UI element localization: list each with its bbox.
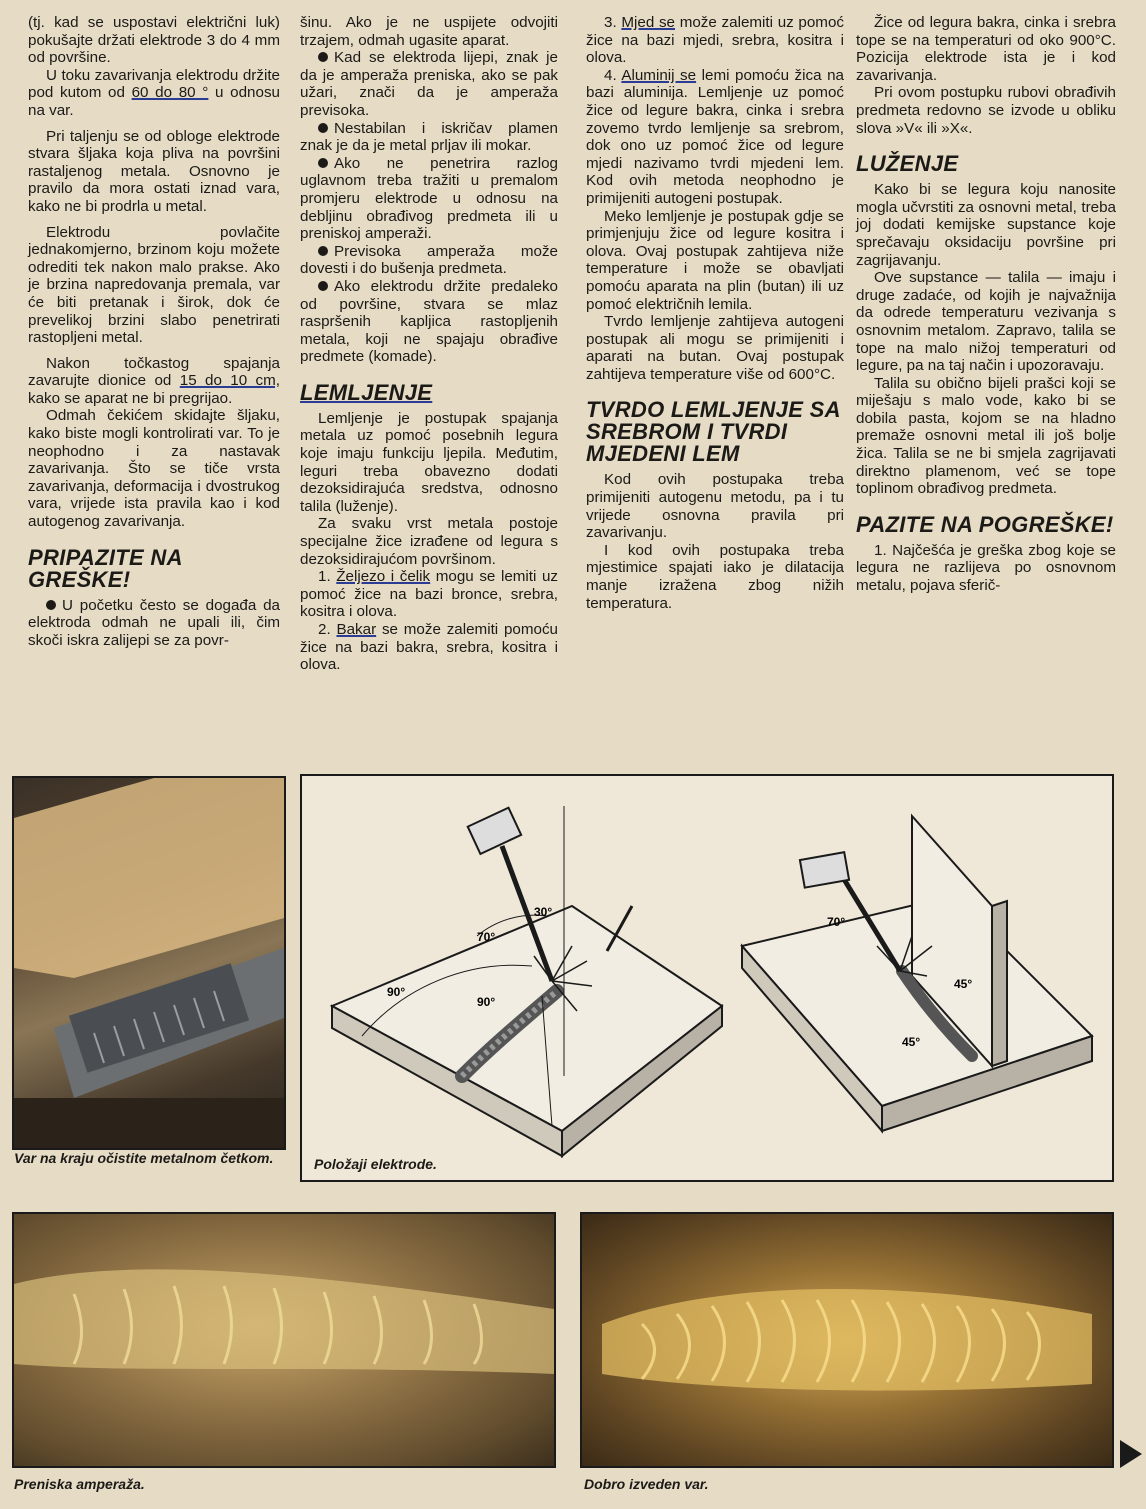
bullet-icon (318, 158, 328, 168)
bullet-paragraph (300, 120, 558, 155)
text-run: lemi pomoću žica na bazi aluminija. Lemljenje uz pomoć žice od legure bakra, cinka i srebra zovemo tvrdo lemljenje sa srebrom, dok ono uz pomoć žice od legure mjedi nazivamo tvrdi mjedeni lem. Kod ovih metoda neophodno je primijeniti autogeni postupak. (586, 66, 844, 207)
section-heading: PRIPAZITE NA GREŠKE! (28, 544, 182, 592)
text-run: Nakon točkastog spajanja zavarujte dionice od (28, 354, 280, 390)
text-run: Previsoka amperaža može dovesti i do bušenja predmeta. (300, 242, 558, 278)
angle-label: 70° (827, 915, 846, 929)
paragraph (28, 355, 280, 408)
paragraph: Odmah čekićem skidajte šljaku, kako biste mogli kontrolirati var. To je neophodno i za nastavak zavarivanja. Što se tiče vrsta zavarivanja, deformacija i dvostrukog vara, vrijede ista pravila kao i kod autogenog zavarivanja. (28, 407, 280, 531)
paragraph: Kako bi se legura koju nanosite mogla učvrstiti za osnovni metal, treba joj dodati kemijske supstance koje sprečavaju oksidaciju površine pri zagrijavanju. (856, 181, 1116, 269)
bullet-paragraph (300, 243, 558, 278)
bullet-paragraph (28, 597, 280, 650)
column-2 (300, 14, 558, 674)
paragraph: Talila su obično bijeli prašci koji se miješaju s malo vode, kako bi se dobila pasta, kojom se na hladno premaže osnovni metal ili još bolje žica. Talila se ne bi smjela zagrijavati direktno plamenom, već se tope toplinom obrađivog predmeta. (856, 374, 1116, 498)
underlined-text: 15 do 10 cm, (179, 372, 280, 390)
text-run: Kad se elektroda lijepi, znak je da je amperaža preniska, ako se pak užari, znači da je amperaža previsoka. (300, 49, 558, 119)
column-4 (856, 14, 1116, 595)
paragraph: Pri taljenju se od obloge elektrode stvara šljaka koja pliva na površini rastaljenog metala. Osnovno je pravilo da mora ostati iznad vara, kako ne bi prodrla u metal. (28, 127, 280, 215)
column-1 (28, 14, 280, 649)
text-run: Ako elektrodu držite predaleko od površine, stvara se mlaz raspršenih kapljica rastopljenih metala, koji ne spajaju obrađive predmete (komade). (300, 277, 558, 366)
section-heading: LUŽENJE (856, 151, 959, 177)
text-run: 1. (318, 568, 337, 586)
diagram-drawing (302, 776, 1112, 1180)
paragraph: Ove supstance — talila — imaju i druge zadaće, od kojih je najvažnija da odrede temperaturu vezivanja s osnovnim metalom. Zapravo, talila se tope na malo nižoj temperaturi od legure, pa na taj način i upozoravaju. (856, 269, 1116, 375)
text-run: može zalemiti uz pomoć žice na bazi mjedi, srebra, kositra i olova. (586, 14, 845, 67)
photo-illustration (14, 778, 284, 1148)
text-run: U toku zavarivanja elektrodu držite pod kutom od (28, 66, 280, 102)
bullet-paragraph (300, 49, 558, 119)
paragraph: Elektrodu povlačite jednakomjerno, brzinom koju možete odrediti tek nakon malo prakse. Ako je brzina napredovanja premala, var će biti pretanak i širok, dok će prevelikoj brzini slabo penetrirati rastopljeni metal. (28, 223, 280, 347)
paragraph: 1. Najčešća je greška zbog koje se legura ne razlijeva po osnovnom metalu, pojava sferič- (856, 541, 1116, 595)
paragraph: Kod ovih postupaka treba primijeniti autogenu metodu, pa i tu vrijede osnovna pravila pri zavarivanju. (586, 471, 844, 542)
text-run: mogu se lemiti uz pomoć žice na bazi bronce, srebra, kositra i olova. (300, 568, 559, 621)
paragraph: šinu. Ako je ne uspijete odvojiti trzajem, odmah ugasite aparat. (300, 14, 558, 49)
paragraph: Pri ovom postupku rubovi obrađivih predmeta redovno se izvode u obliku slova »V« ili »X«. (856, 84, 1116, 137)
angle-label: 90° (477, 995, 496, 1009)
paragraph: I kod ovih postupaka treba mjestimice spajati iako je dilatacija manje izražena zbog nižih temperatura. (586, 541, 844, 612)
text-run: U početku često se događa da elektroda odmah ne upali ili, čim skoči iskra zalijepi se za povr- (28, 596, 280, 649)
text-run: 4. (604, 66, 622, 84)
photo-low-amperage-weld (12, 1212, 556, 1468)
paragraph (586, 67, 844, 208)
diagram-electrode-positions (300, 774, 1114, 1182)
page-turn-arrow-icon (1120, 1440, 1142, 1468)
paragraph: Za svaku vrst metala postoje specijalne žice izrađene od legura s dezoksidirajućom površinom. (300, 515, 558, 568)
paragraph: (tj. kad se uspostavi električni luk) pokušajte držati elektrode 3 do 4 mm od površine. (28, 14, 280, 67)
section-heading: PAZITE NA POGREŠKE! (856, 511, 1114, 537)
bullet-icon (46, 600, 56, 610)
text-run: se može zalemiti pomoću žice na bazi bakra, srebra, kositra i olova. (300, 621, 558, 674)
photo2-caption: Preniska amperaža. (14, 1476, 145, 1492)
text-run: Nestabilan i iskričav plamen znak je da je metal prljav ili mokar. (300, 119, 558, 155)
underlined-text: Aluminij se (621, 66, 697, 84)
paragraph (300, 621, 558, 674)
photo-good-weld (580, 1212, 1114, 1468)
weld-bead-drawing (14, 1214, 554, 1466)
underlined-text: Željezo i čelik (336, 568, 431, 586)
photo-wire-brush (12, 776, 286, 1150)
paragraph (300, 568, 558, 621)
section-heading: LEMLJENJE (300, 379, 433, 405)
text-run: 3. (604, 14, 622, 31)
angle-label: 30° (534, 905, 553, 919)
underlined-text: Bakar (336, 621, 377, 638)
text-run: kako se aparat ne bi pregrijao. (28, 389, 233, 407)
angle-label: 45° (954, 977, 973, 991)
photo3-caption: Dobro izveden var. (584, 1476, 709, 1492)
text-run: u odnosu na var. (28, 84, 280, 119)
text-run: Ako ne penetrira razlog uglavnom treba tražiti u premalom promjeru elektrode u odnosu na debljinu obrađivog predmeta ili u preniskoj amperaži. (300, 154, 558, 243)
column-3 (586, 14, 844, 612)
paragraph (28, 67, 280, 120)
bullet-icon (318, 52, 328, 62)
photo1-caption: Var na kraju očistite metalnom četkom. (14, 1150, 274, 1166)
section-heading: TVRDO LEMLJENJE SA SREBROM I TVRDI MJEDENI LEM (586, 397, 840, 467)
paragraph: Meko lemljenje je postupak gdje se primjenjuju žice od legure kositra i olova. Ovaj postupak zahtijeva niže temperature i može se obavljati pomoću aparata na plin (butan) ili uz pomoć električnih lemila. (586, 207, 844, 313)
bullet-paragraph (300, 278, 558, 366)
angle-label: 45° (902, 1035, 921, 1049)
diagram-caption: Položaji elektrode. (314, 1156, 437, 1172)
underlined-text: 60 do 80 ° (131, 84, 209, 102)
bullet-icon (318, 246, 328, 256)
paragraph: Tvrdo lemljenje zahtijeva autogeni postupak ali mogu se primijeniti i aparati na butan. Ovaj postupak zahtijeva temperature više od 600°C. (586, 313, 844, 383)
paragraph: Žice od legura bakra, cinka i srebra tope se na temperaturi od oko 900°C. Pozicija elektrode ista je i kod zavarivanja. (856, 14, 1116, 84)
paragraph (586, 14, 844, 67)
bullet-icon (318, 281, 328, 291)
angle-label: 70° (477, 930, 496, 944)
text-run: 2. (318, 621, 337, 638)
weld-bead-drawing (582, 1214, 1112, 1466)
bullet-paragraph (300, 155, 558, 243)
underlined-text: Mjed se (621, 14, 676, 31)
paragraph: Lemljenje je postupak spajanja metala uz pomoć posebnih legura koje imaju funkciju ljepila. Međutim, leguri treba obavezno dodati dezoksidirajuća sredstva, odnosno talila (luženje). (300, 409, 558, 515)
angle-label: 90° (387, 985, 406, 999)
bullet-icon (318, 123, 328, 133)
